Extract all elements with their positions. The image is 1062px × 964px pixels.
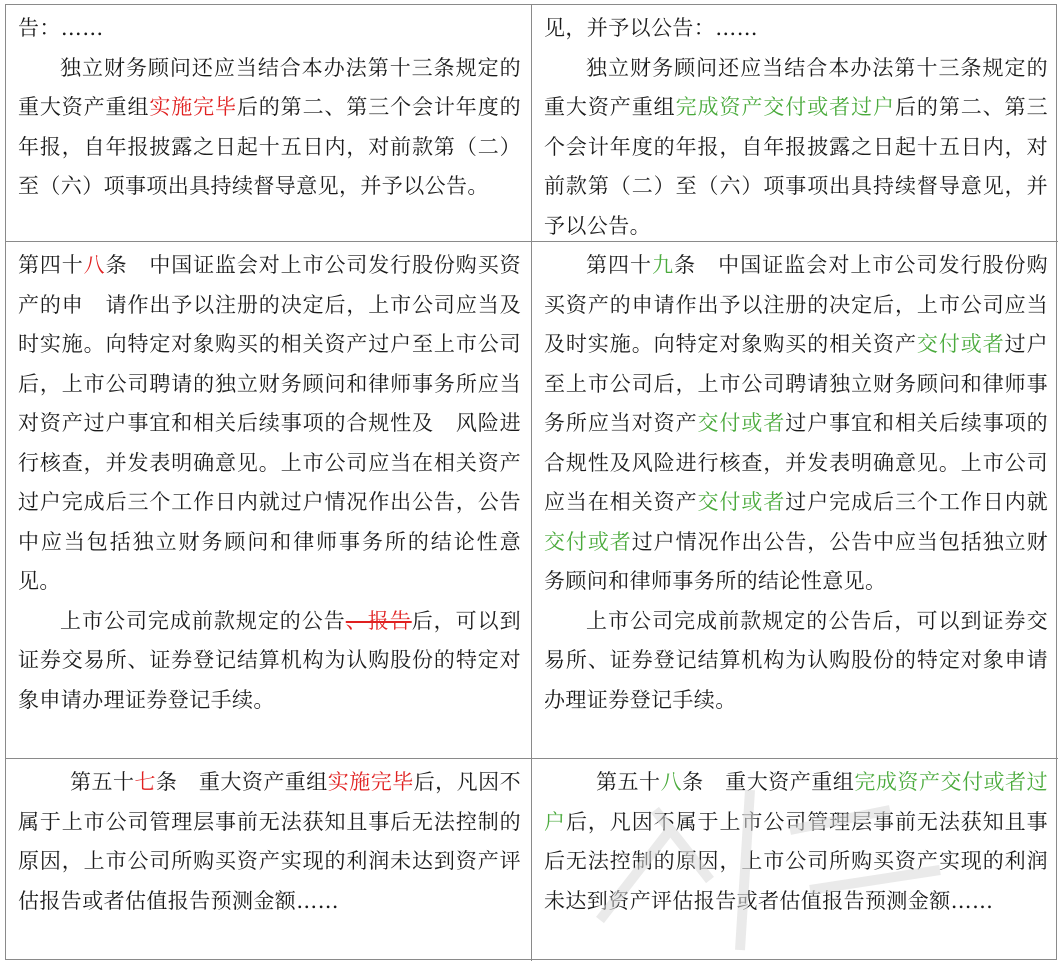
row2-old-cell — [6, 242, 532, 759]
strikethrough-text: 、报告 — [345, 608, 412, 633]
text: 条 中国证监会对上市公司发行股份购买资产的申请作出予以注册的决定后，上市公司应当及时实施。向特定对象购买的相关资产 — [544, 253, 1048, 356]
text: 条 重大资产重组 — [682, 770, 855, 794]
text: 过户完成后三个工作日内就 — [785, 490, 1048, 514]
row1-old-para1 — [18, 9, 521, 49]
added-text: 交付或者 — [544, 529, 632, 554]
deleted-text: 八 — [83, 253, 106, 277]
row2-new-cell — [532, 242, 1058, 759]
added-text: 完成资产交付或者过户 — [544, 770, 1048, 834]
text: 见，并予以公告：…… — [544, 16, 758, 40]
added-text: 交付或者 — [697, 490, 786, 514]
added-text: 交付或者 — [697, 411, 786, 435]
text: 后的第二、第三个会计年度的年报，自年报披露之日起十五日内，对前款第（二）至（六）项事项出具持续督导意见，并予以公告。 — [18, 95, 521, 198]
text: 独立财务顾问还应当结合本办法第十三条规定的重大资产重组 — [18, 55, 521, 119]
text: 独立财务顾问还应当结合本办法第十三条规定的重大资产重组 — [544, 55, 1048, 119]
text: 过户事宜和相关后续事项的合规性及风险进行核查，并发表明确意见。上市公司应当在相关资产 — [544, 411, 1048, 514]
added-text: 八 — [660, 770, 683, 794]
row1-new-para2 — [544, 49, 1048, 243]
text: 过户至上市公司后，上市公司聘请独立财务顾问和律师事务所应当对资产 — [544, 332, 1048, 435]
text: 条 中国证监会对上市公司发行股份购买资产的申 请作出予以注册的决定后，上市公司应当及时实施。向特定对象购买的相关资产过户至上市公司后，上市公司聘请的独立财务顾问和律师事务所应当对资产过户事宜和相关后续事项的合规性及 风险进行核查，并发表明确意见。上市公司应当在相关资产过户完成后三个工作日内就过户情况作出公告，公告中应当包括独立财务顾问和律师事务所的结论性意见。 — [18, 253, 521, 593]
row2-old-article-48 — [18, 246, 521, 602]
text: 告：…… — [18, 16, 104, 40]
text: 上市公司完成前款规定的公告 — [60, 608, 346, 633]
text: 第四十 — [18, 253, 84, 277]
text: 过户情况作出公告，公告中应当包括独立财务顾问和律师事务所的结论性意见。 — [544, 529, 1048, 593]
row1-old-para2 — [18, 49, 521, 207]
text: 后，可以到证券交易所、证券登记结算机构为认购股份的特定对象申请办理证券登记手续。 — [18, 608, 522, 712]
added-text: 完成资产交付或者过户 — [675, 95, 895, 119]
added-text: 九 — [652, 253, 675, 277]
text: 后，凡因不属于上市公司管理层事前无法获知且事后无法控制的原因，上市公司所购买资产实现的利润未达到资产评估报告或者估值报告预测金额…… — [544, 809, 1048, 913]
row3-new-article-58 — [544, 763, 1048, 921]
row2-new-para2 — [544, 602, 1048, 721]
row2-old-para2 — [18, 602, 521, 721]
text: 后的第二、第三个会计年度的年报，自年报披露之日起十五日内，对前款第（二）至（六）项事项出具持续督导意见，并予以公告。 — [544, 95, 1048, 238]
deleted-text: 七 — [134, 770, 156, 794]
row3-new-cell — [532, 759, 1058, 961]
text: 上市公司完成前款规定的公告后，可以到证券交易所、证券登记结算机构为认购股份的特定对象申请办理证券登记手续。 — [544, 608, 1048, 712]
row1-old-cell — [6, 5, 532, 242]
row2-new-article-49 — [544, 246, 1048, 602]
row1-new-cell — [532, 5, 1058, 242]
text: 条 重大资产重组 — [155, 770, 328, 794]
text: 第五十 — [70, 770, 135, 794]
row3-old-article-57 — [18, 763, 521, 921]
text: 第五十 — [596, 770, 661, 794]
row3-old-cell — [6, 759, 532, 961]
text: 第四十 — [586, 253, 653, 277]
text: 后，凡因不属于上市公司管理层事前无法获知且事后无法控制的原因，上市公司所购买资产实现的利润未达到资产评估报告或者估值报告预测金额…… — [18, 770, 522, 913]
comparison-table — [5, 4, 1057, 960]
added-text: 交付或者 — [916, 332, 1005, 356]
deleted-text: 实施完毕 — [327, 770, 414, 794]
row1-new-para1 — [544, 9, 1048, 49]
deleted-text: 实施完毕 — [149, 95, 237, 119]
